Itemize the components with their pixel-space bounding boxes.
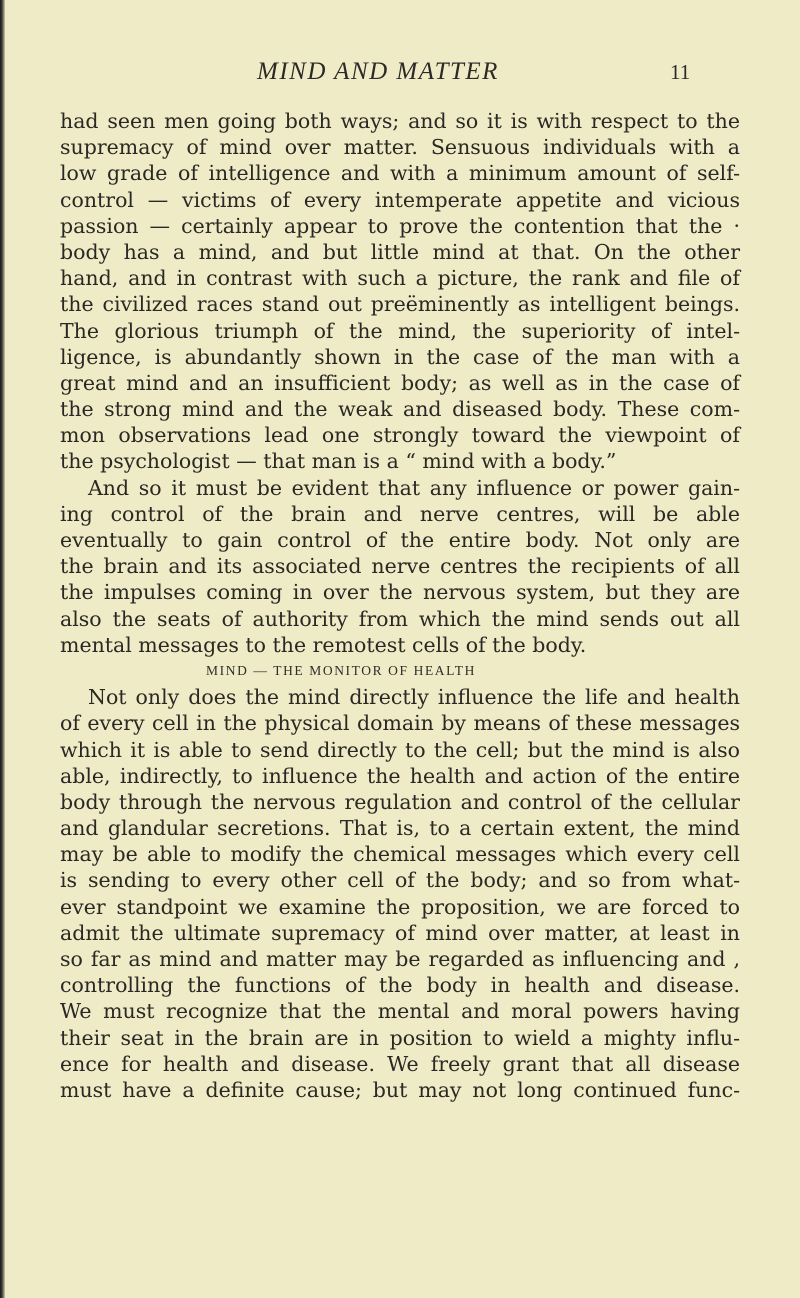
- text-line: mon observations lead one strongly toward the viewpoint of: [60, 423, 740, 448]
- section-heading: MIND — THE MONITOR OF HEALTH: [206, 662, 476, 678]
- page-number: 11: [670, 60, 691, 84]
- text-line: great mind and an insufficient body; as well as in the case of: [60, 370, 740, 395]
- text-line: had seen men going both ways; and so it is with respect to the: [60, 109, 740, 133]
- text-line: which it is able to send directly to the cell; but the mind is also: [60, 737, 740, 762]
- text-line: able, indirectly, to influence the health and action of the entire: [60, 763, 740, 788]
- text-line: of every cell in the physical domain by means of these messages: [60, 711, 740, 736]
- text-line: so far as mind and matter may be regarded as influencing and ,: [60, 947, 740, 971]
- text-line: We must recognize that the mental and moral powers having: [60, 999, 740, 1024]
- text-line: the civilized races stand out preëminently as intelligent beings.: [60, 292, 740, 317]
- running-head: MIND AND MATTER: [257, 58, 499, 85]
- text-line: the brain and its associated nerve centres the recipients of all: [60, 554, 740, 579]
- text-line: admit the ultimate supremacy of mind over matter, at least in: [60, 920, 740, 945]
- text-line: body has a mind, and but little mind at that. On the other: [60, 239, 740, 264]
- text-line: passion — certainly appear to prove the contention that the ·: [60, 213, 740, 238]
- text-line: also the seats of authority from which the mind sends out all: [60, 606, 740, 631]
- text-line: low grade of intelligence and with a minimum amount of self-: [60, 161, 740, 186]
- text-line: control — victims of every intemperate appetite and vicious: [60, 187, 740, 212]
- text-line: hand, and in contrast with such a picture, the rank and file of: [60, 266, 740, 291]
- text-line: their seat in the brain are in position to wield a mighty influ-: [60, 1025, 740, 1050]
- text-line: eventually to gain control of the entire body. Not only are: [60, 528, 740, 552]
- text-line: may be able to modify the chemical messages which every cell: [60, 842, 740, 867]
- text-line: and glandular secretions. That is, to a certain extent, the mind: [60, 816, 740, 841]
- text-line: And so it must be evident that any influence or power gain-: [88, 475, 740, 500]
- page-edge-shadow: [0, 0, 5, 1298]
- text-line: ence for health and disease. We freely grant that all disease: [60, 1051, 740, 1076]
- text-line: Not only does the mind directly influence the life and health: [88, 685, 740, 710]
- text-line: is sending to every other cell of the body; and so from what-: [60, 868, 740, 893]
- text-line: controlling the functions of the body in health and disease.: [60, 973, 740, 998]
- text-line: must have a definite cause; but may not long continued func-: [60, 1077, 740, 1102]
- text-line: body through the nervous regulation and control of the cellular: [60, 789, 740, 814]
- text-line: ligence, is abundantly shown in the case of the man with a: [60, 344, 740, 369]
- text-line: ever standpoint we examine the proposition, we are forced to: [60, 894, 740, 919]
- text-line: the strong mind and the weak and diseased body. These com-: [60, 397, 740, 422]
- text-line: The glorious triumph of the mind, the superiority of intel-: [60, 318, 740, 343]
- text-line: ing control of the brain and nerve centres, will be able: [60, 501, 740, 526]
- text-line: the psychologist — that man is a “ mind with a body.”: [60, 449, 617, 474]
- text-line: the impulses coming in over the nervous system, but they are: [60, 580, 740, 605]
- text-line: supremacy of mind over matter. Sensuous individuals with a: [60, 135, 740, 160]
- text-line: mental messages to the remotest cells of the body.: [60, 632, 587, 657]
- body-text: [60, 108, 740, 1103]
